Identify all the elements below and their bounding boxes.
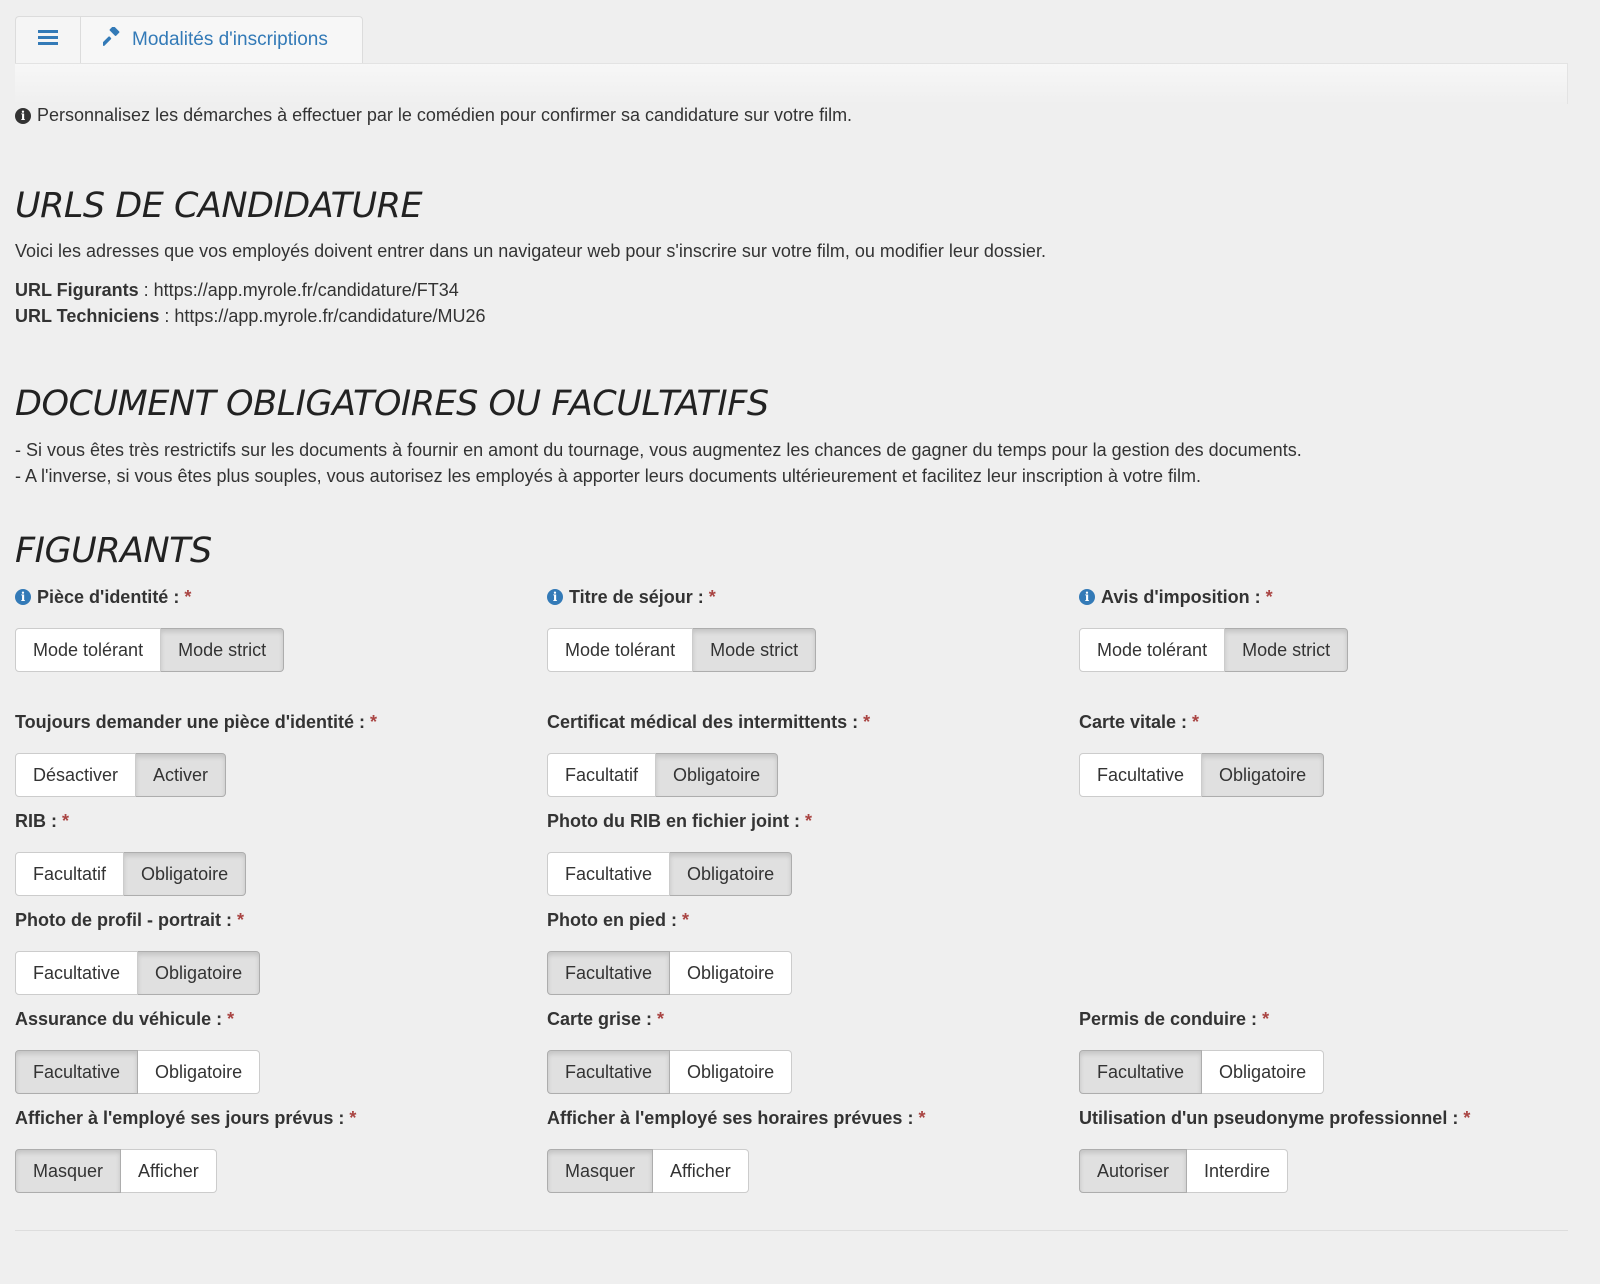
- option-button[interactable]: Facultative: [1079, 1050, 1202, 1094]
- field-label: [547, 1008, 792, 1030]
- option-button[interactable]: Obligatoire: [138, 951, 260, 995]
- option-button[interactable]: Masquer: [547, 1149, 653, 1193]
- field-4: [547, 711, 870, 797]
- option-button[interactable]: Mode strict: [693, 628, 816, 672]
- intro-label: Personnalisez les démarches à effectuer par le comédien pour confirmer sa candidature sur votre film.: [37, 105, 853, 125]
- option-button[interactable]: Obligatoire: [656, 753, 778, 797]
- option-button[interactable]: Mode strict: [161, 628, 284, 672]
- field-label: [1079, 1008, 1324, 1030]
- field-label: [547, 909, 792, 931]
- intro-text: [15, 105, 852, 126]
- field-label: [1079, 1107, 1470, 1129]
- option-button[interactable]: Désactiver: [15, 753, 136, 797]
- field-7: [547, 810, 812, 896]
- required-asterisk: *: [184, 586, 192, 607]
- required-asterisk: *: [349, 1107, 357, 1128]
- toggle-button-group: [1079, 628, 1348, 672]
- tab-panel: [15, 63, 1568, 104]
- option-button[interactable]: Obligatoire: [670, 951, 792, 995]
- field-label: [547, 586, 816, 608]
- required-asterisk: *: [804, 810, 812, 831]
- toggle-button-group: [15, 628, 284, 672]
- option-button[interactable]: Mode tolérant: [1079, 628, 1225, 672]
- toggle-button-group: [547, 951, 792, 995]
- gavel-icon: [103, 27, 132, 53]
- field-6: [15, 810, 246, 896]
- option-button[interactable]: Facultative: [15, 951, 138, 995]
- required-asterisk: *: [236, 909, 244, 930]
- option-button[interactable]: Obligatoire: [670, 1050, 792, 1094]
- toggle-button-group: [547, 628, 816, 672]
- toggle-button-group: [15, 951, 260, 995]
- field-label-text: Toujours demander une pièce d'identité :: [15, 711, 365, 732]
- figurants-section-title: FIGURANTS: [15, 531, 212, 571]
- tab-modalites-inscriptions[interactable]: [80, 16, 363, 63]
- field-label-text: Carte grise :: [547, 1008, 653, 1029]
- option-button[interactable]: Facultative: [1079, 753, 1202, 797]
- option-button[interactable]: Facultative: [547, 852, 670, 896]
- option-button[interactable]: Facultatif: [15, 852, 124, 896]
- toggle-button-group: [15, 852, 246, 896]
- field-label-text: Pièce d'identité :: [37, 586, 180, 607]
- toggle-button-group: [547, 852, 812, 896]
- required-asterisk: *: [863, 711, 871, 732]
- required-asterisk: *: [657, 1008, 665, 1029]
- tab-label: Modalités d'inscriptions: [132, 29, 328, 50]
- field-12: [1079, 1008, 1324, 1094]
- option-button[interactable]: Interdire: [1187, 1149, 1288, 1193]
- documents-section-title: DOCUMENT OBLIGATOIRES OU FACULTATIFS: [15, 384, 769, 424]
- documents-line-2: - A l'inverse, si vous êtes plus souples, vous autorisez les employés à apporter leurs documents ultérieurement et facilitez leur inscription à votre film.: [15, 466, 1201, 486]
- option-button[interactable]: Facultative: [15, 1050, 138, 1094]
- required-asterisk: *: [62, 810, 70, 831]
- field-13: [15, 1107, 356, 1193]
- field-label: [1079, 711, 1324, 733]
- field-10: [15, 1008, 260, 1094]
- field-11: [547, 1008, 792, 1094]
- field-label-text: Photo du RIB en fichier joint :: [547, 810, 800, 831]
- required-asterisk: *: [1262, 1008, 1270, 1029]
- field-label: [15, 1008, 260, 1030]
- field-label-text: Assurance du véhicule :: [15, 1008, 223, 1029]
- required-asterisk: *: [708, 586, 716, 607]
- field-label: [15, 586, 284, 608]
- urls-section-title: URLS DE CANDIDATURE: [15, 186, 423, 226]
- option-button[interactable]: Obligatoire: [138, 1050, 260, 1094]
- field-label: [15, 711, 377, 733]
- urls-description: Voici les adresses que vos employés doivent entrer dans un navigateur web pour s'inscrire sur votre film, ou modifier leur dossier.: [15, 241, 1046, 261]
- url-figurants-label: URL Figurants: [15, 280, 139, 300]
- field-label-text: Avis d'imposition :: [1101, 586, 1261, 607]
- option-button[interactable]: Facultatif: [547, 753, 656, 797]
- required-asterisk: *: [918, 1107, 926, 1128]
- field-label-text: Photo en pied :: [547, 909, 677, 930]
- option-button[interactable]: Autoriser: [1079, 1149, 1187, 1193]
- toggle-button-group: [547, 753, 870, 797]
- field-label-text: Afficher à l'employé ses jours prévus :: [15, 1107, 345, 1128]
- url-figurants: [15, 277, 459, 303]
- field-0: [15, 586, 284, 672]
- info-icon[interactable]: i: [15, 589, 31, 605]
- option-button[interactable]: Masquer: [15, 1149, 121, 1193]
- option-button[interactable]: Obligatoire: [1202, 753, 1324, 797]
- field-label-text: Certificat médical des intermittents :: [547, 711, 859, 732]
- option-button[interactable]: Obligatoire: [670, 852, 792, 896]
- info-icon: i: [15, 108, 31, 124]
- required-asterisk: *: [1265, 586, 1273, 607]
- url-techniciens: [15, 303, 486, 329]
- field-14: [547, 1107, 925, 1193]
- field-15: [1079, 1107, 1470, 1193]
- option-button[interactable]: Obligatoire: [1202, 1050, 1324, 1094]
- option-button[interactable]: Activer: [136, 753, 226, 797]
- field-label: [547, 810, 812, 832]
- required-asterisk: *: [1463, 1107, 1471, 1128]
- field-label-text: Titre de séjour :: [569, 586, 704, 607]
- field-label: [1079, 586, 1348, 608]
- field-5: [1079, 711, 1324, 797]
- option-button[interactable]: Afficher: [121, 1149, 217, 1193]
- required-asterisk: *: [370, 711, 378, 732]
- toggle-button-group: [547, 1050, 792, 1094]
- field-label: [15, 1107, 356, 1129]
- tab-menu[interactable]: [15, 16, 80, 63]
- field-label: [15, 810, 246, 832]
- option-button[interactable]: Mode tolérant: [547, 628, 693, 672]
- option-button[interactable]: Mode tolérant: [15, 628, 161, 672]
- field-label-text: Afficher à l'employé ses horaires prévues :: [547, 1107, 914, 1128]
- field-label: [547, 1107, 925, 1129]
- info-icon[interactable]: i: [547, 589, 563, 605]
- field-label-text: Utilisation d'un pseudonyme professionnel :: [1079, 1107, 1459, 1128]
- option-button[interactable]: Obligatoire: [124, 852, 246, 896]
- field-label: [547, 711, 870, 733]
- field-8: [15, 909, 260, 995]
- documents-line-1: - Si vous êtes très restrictifs sur les documents à fournir en amont du tournage, vous augmentez les chances de gagner du temps pour la gestion des documents.: [15, 440, 1302, 460]
- option-button[interactable]: Facultative: [547, 951, 670, 995]
- url-techniciens-label: URL Techniciens: [15, 306, 160, 326]
- url-techniciens-value: : https://app.myrole.fr/candidature/MU26: [159, 306, 486, 326]
- option-button[interactable]: Mode strict: [1225, 628, 1348, 672]
- url-figurants-value: : https://app.myrole.fr/candidature/FT34: [138, 280, 459, 300]
- toggle-button-group: [547, 1149, 925, 1193]
- divider: [15, 1230, 1568, 1231]
- toggle-button-group: [1079, 1050, 1324, 1094]
- field-label: [15, 909, 260, 931]
- required-asterisk: *: [1192, 711, 1200, 732]
- field-label-text: RIB :: [15, 810, 57, 831]
- field-3: [15, 711, 377, 797]
- toggle-button-group: [15, 753, 377, 797]
- field-1: [547, 586, 816, 672]
- field-label-text: Carte vitale :: [1079, 711, 1188, 732]
- field-label-text: Photo de profil - portrait :: [15, 909, 232, 930]
- field-2: [1079, 586, 1348, 672]
- required-asterisk: *: [682, 909, 690, 930]
- field-label-text: Permis de conduire :: [1079, 1008, 1258, 1029]
- field-9: [547, 909, 792, 995]
- toggle-button-group: [1079, 1149, 1470, 1193]
- toggle-button-group: [1079, 753, 1324, 797]
- option-button[interactable]: Facultative: [547, 1050, 670, 1094]
- required-asterisk: *: [227, 1008, 235, 1029]
- toggle-button-group: [15, 1050, 260, 1094]
- toggle-button-group: [15, 1149, 356, 1193]
- option-button[interactable]: Afficher: [653, 1149, 749, 1193]
- bars-icon: [38, 28, 58, 52]
- info-icon[interactable]: i: [1079, 589, 1095, 605]
- tab-bar: [15, 16, 1568, 104]
